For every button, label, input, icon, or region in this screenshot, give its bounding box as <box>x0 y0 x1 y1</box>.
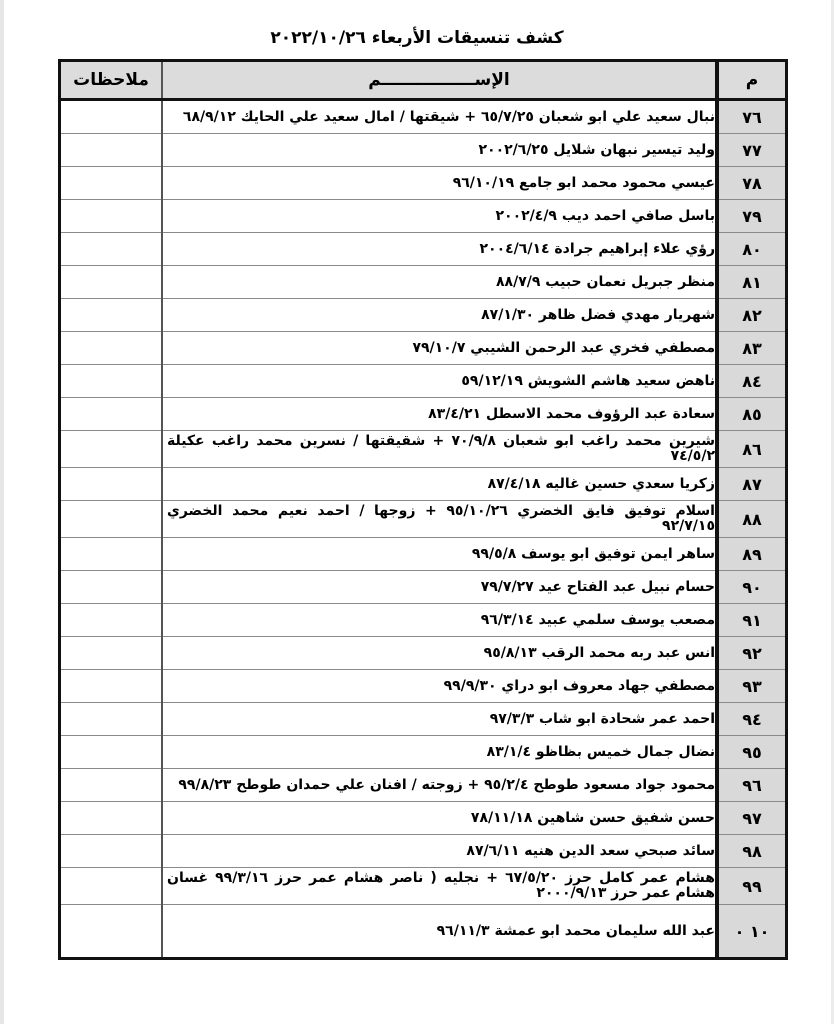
row-number: ٩٨ <box>717 835 787 868</box>
table-row <box>60 905 787 959</box>
row-notes <box>60 332 163 365</box>
row-name: انس عبد ربه محمد الرقب ٩٥/٨/١٣ <box>162 637 717 670</box>
row-number: ٧٩ <box>717 200 787 233</box>
row-number: ٩٥ <box>717 736 787 769</box>
row-name: حسام نبيل عبد الفتاح عيد ٧٩/٧/٢٧ <box>162 571 717 604</box>
row-notes <box>60 736 163 769</box>
table-row <box>60 233 787 266</box>
row-notes <box>60 637 163 670</box>
table-row <box>60 266 787 299</box>
table-row <box>60 398 787 431</box>
row-notes <box>60 538 163 571</box>
table-row <box>60 332 787 365</box>
row-notes <box>60 501 163 538</box>
header-number: م <box>717 61 787 100</box>
row-name: منظر جبريل نعمان حبيب ٨٨/٧/٩ <box>162 266 717 299</box>
row-number: ٧٧ <box>717 134 787 167</box>
row-name: ناهض سعيد هاشم الشويش ٥٩/١٢/١٩ <box>162 365 717 398</box>
row-name: سائد صبحي سعد الدين هنيه ٨٧/٦/١١ <box>162 835 717 868</box>
row-name: احمد عمر شحادة ابو شاب ٩٧/٣/٣ <box>162 703 717 736</box>
row-name: مصطفي جهاد معروف ابو دراي ٩٩/٩/٣٠ <box>162 670 717 703</box>
row-name: باسل صافي احمد ديب ٢٠٠٢/٤/٩ <box>162 200 717 233</box>
table-row <box>60 100 787 134</box>
row-name: شيرين محمد راغب ابو شعبان ٧٠/٩/٨ + شقيقتها / نسرين محمد راغب عكيلة ٧٤/٥/٢ <box>162 431 717 468</box>
row-notes <box>60 835 163 868</box>
row-name: نضال جمال خميس بظاظو ٨٣/١/٤ <box>162 736 717 769</box>
row-notes <box>60 134 163 167</box>
row-name: نبال سعيد علي ابو شعبان ٦٥/٧/٢٥ + شيقتها / امال سعيد علي الحايك ٦٨/٩/١٢ <box>162 100 717 134</box>
table-row <box>60 670 787 703</box>
row-number: ١٠ ٠ <box>717 905 787 959</box>
table-row <box>60 637 787 670</box>
row-name: زكريا سعدي حسين غاليه ٨٧/٤/١٨ <box>162 468 717 501</box>
table-row <box>60 571 787 604</box>
table-row <box>60 134 787 167</box>
row-number: ٩٢ <box>717 637 787 670</box>
table-header-row <box>60 61 787 100</box>
header-notes: ملاحظات <box>60 61 163 100</box>
document-title: كشف تنسيقات الأربعاء ٢٠٢٢/١٠/٢٦ <box>270 28 564 48</box>
row-notes <box>60 670 163 703</box>
row-number: ٧٦ <box>717 100 787 134</box>
row-name: شهريار مهدي فضل ظاهر ٨٧/١/٣٠ <box>162 299 717 332</box>
row-name: مصطفي فخري عبد الرحمن الشيبي ٧٩/١٠/٧ <box>162 332 717 365</box>
row-notes <box>60 769 163 802</box>
table-body <box>60 100 787 959</box>
row-notes <box>60 571 163 604</box>
row-number: ٩٧ <box>717 802 787 835</box>
row-notes <box>60 905 163 959</box>
row-name: هشام عمر كامل حرز ٦٧/٥/٢٠ + نجليه ( ناصر هشام عمر حرز ٩٩/٣/١٦ غسان هشام عمر حرز ٢٠٠٠/٩/١٣ <box>162 868 717 905</box>
row-name: عيسي محمود محمد ابو جامع ٩٦/١٠/١٩ <box>162 167 717 200</box>
row-number: ٩٠ <box>717 571 787 604</box>
page-edge-left <box>0 0 4 1024</box>
row-notes <box>60 365 163 398</box>
row-number: ٨١ <box>717 266 787 299</box>
row-number: ٨٥ <box>717 398 787 431</box>
row-notes <box>60 100 163 134</box>
row-number: ٩١ <box>717 604 787 637</box>
header-name: الإســــــــــــــــم <box>162 61 717 100</box>
row-number: ٨٤ <box>717 365 787 398</box>
row-number: ٨٧ <box>717 468 787 501</box>
row-notes <box>60 266 163 299</box>
table-row <box>60 200 787 233</box>
row-notes <box>60 802 163 835</box>
row-number: ٨٩ <box>717 538 787 571</box>
row-name: اسلام توفيق فايق الخضري ٩٥/١٠/٢٦ + زوجها / احمد نعيم محمد الخضري ٩٢/٧/١٥ <box>162 501 717 538</box>
row-notes <box>60 167 163 200</box>
table-row <box>60 868 787 905</box>
table-row <box>60 736 787 769</box>
row-name: عبد الله سليمان محمد ابو عمشة ٩٦/١١/٣ <box>162 905 717 959</box>
row-notes <box>60 431 163 468</box>
row-number: ٨٨ <box>717 501 787 538</box>
table-row <box>60 468 787 501</box>
table-row <box>60 299 787 332</box>
row-number: ٨٦ <box>717 431 787 468</box>
table-row <box>60 501 787 538</box>
row-number: ٨٣ <box>717 332 787 365</box>
table-row <box>60 769 787 802</box>
table-row <box>60 604 787 637</box>
row-name: حسن شفيق حسن شاهين ٧٨/١١/١٨ <box>162 802 717 835</box>
row-name: وليد تيسير نبهان شلايل ٢٠٠٢/٦/٢٥ <box>162 134 717 167</box>
row-number: ٨٠ <box>717 233 787 266</box>
row-notes <box>60 299 163 332</box>
table-row <box>60 365 787 398</box>
row-name: سعادة عبد الرؤوف محمد الاسطل ٨٣/٤/٢١ <box>162 398 717 431</box>
row-number: ٨٢ <box>717 299 787 332</box>
row-name: ساهر ايمن توفيق ابو يوسف ٩٩/٥/٨ <box>162 538 717 571</box>
table-row <box>60 835 787 868</box>
row-notes <box>60 398 163 431</box>
coordination-table <box>58 59 788 960</box>
row-name: مصعب يوسف سلمي عبيد ٩٦/٣/١٤ <box>162 604 717 637</box>
table-row <box>60 167 787 200</box>
table-row <box>60 538 787 571</box>
row-notes <box>60 468 163 501</box>
row-notes <box>60 200 163 233</box>
row-number: ٩٣ <box>717 670 787 703</box>
row-notes <box>60 233 163 266</box>
table-row <box>60 431 787 468</box>
table-row <box>60 802 787 835</box>
row-number: ٩٤ <box>717 703 787 736</box>
row-number: ٩٩ <box>717 868 787 905</box>
row-notes <box>60 868 163 905</box>
table-row <box>60 703 787 736</box>
row-notes <box>60 703 163 736</box>
row-name: محمود جواد مسعود طوطح ٩٥/٢/٤ + زوجته / افنان علي حمدان طوطح ٩٩/٨/٢٣ <box>162 769 717 802</box>
row-number: ٧٨ <box>717 167 787 200</box>
row-notes <box>60 604 163 637</box>
row-number: ٩٦ <box>717 769 787 802</box>
row-name: رؤي علاء إبراهيم جرادة ٢٠٠٤/٦/١٤ <box>162 233 717 266</box>
